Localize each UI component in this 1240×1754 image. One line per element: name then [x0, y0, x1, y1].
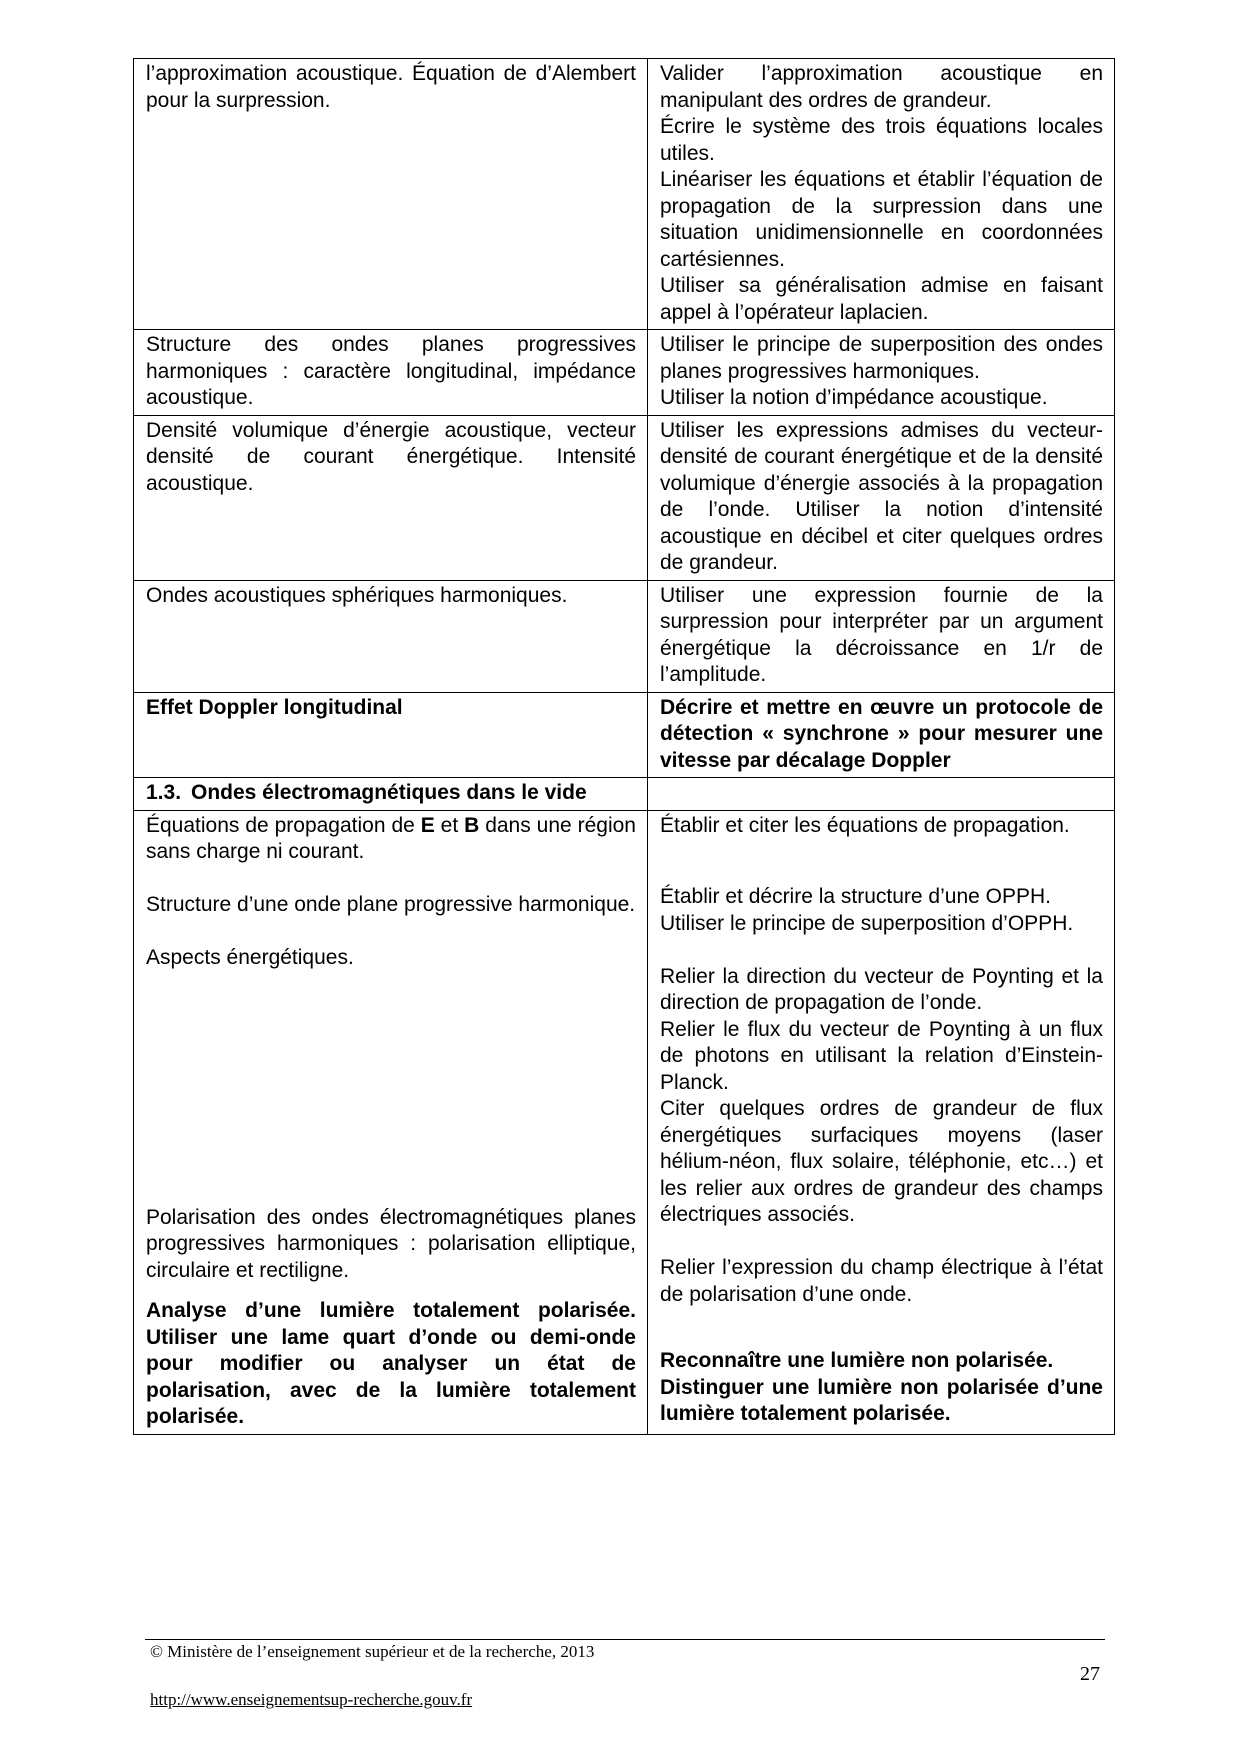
capacity-text: Linéariser les équations et établir l’équation de propagation de la surpression dans une situation unidimensionnelle en coordonnées cartésiennes.: [660, 168, 1103, 271]
section-title: Ondes électromagnétiques dans le vide: [191, 781, 587, 804]
notion-text: Aspects énergétiques.: [146, 946, 354, 969]
capacity-text: Relier la direction du vecteur de Poynting et la direction de propagation de l’onde.: [660, 964, 1103, 1014]
capacity-cell: [648, 692, 1115, 778]
notion-cell: [134, 59, 648, 330]
notion-cell: [134, 692, 648, 778]
notion-text: Ondes acoustiques sphériques harmoniques.: [146, 583, 568, 607]
capacity-text: Relier le flux du vecteur de Poynting à un flux de photons en utilisant la relation d’Einstein-Planck.: [660, 1017, 1103, 1094]
section-row: [134, 778, 1115, 811]
capacity-text: Utiliser le principe de superposition d’OPPH.: [660, 911, 1074, 935]
notion-text: l’approximation acoustique. Équation de d’Alembert pour la surpression.: [146, 62, 636, 112]
capacity-text: Utiliser le principe de superposition des ondes planes progressives harmoniques.: [660, 333, 1103, 383]
footer-link[interactable]: http://www.enseignementsup-recherche.gouv.fr: [150, 1690, 473, 1709]
notion-cell: [134, 810, 648, 1434]
capacity-text: Distinguer une lumière non polarisée d’une lumière totalement polarisée.: [660, 1375, 1103, 1425]
text-segment: dans une région sans charge ni courant.: [146, 813, 636, 863]
table-row: [134, 810, 1115, 1434]
table-row: [134, 692, 1115, 778]
capacity-cell: [648, 810, 1115, 1434]
capacity-text: Utiliser une expression fournie de la surpression pour interpréter par un argument énergétique la décroissance en 1/r de l’amplitude.: [660, 583, 1103, 686]
empty-cell: [648, 778, 1115, 811]
vector-e: E: [420, 813, 435, 837]
table-row: [134, 330, 1115, 416]
table-row: [134, 580, 1115, 692]
notion-cell: [134, 580, 648, 692]
notion-text: Structure des ondes planes progressives harmoniques : caractère longitudinal, impédance acoustique.: [146, 333, 636, 409]
notion-text: Structure d’une onde plane progressive harmonique.: [146, 893, 636, 916]
text-segment: Équations de propagation de: [146, 813, 421, 837]
capacity-cell: [648, 415, 1115, 580]
footer-copyright: © Ministère de l’enseignement supérieur et de la recherche, 2013: [150, 1642, 595, 1661]
capacity-text: Citer quelques ordres de grandeur de flux énergétiques surfaciques moyens (laser hélium-néon, flux solaire, téléphonie, etc…) et les relier aux ordres de grandeur des champs électriques associés.: [660, 1097, 1103, 1226]
notion-text: [146, 813, 636, 866]
table-row: [134, 415, 1115, 580]
capacity-text: Relier l’expression du champ électrique à l’état de polarisation d’une onde.: [660, 1256, 1103, 1306]
section-heading-cell: [134, 778, 648, 811]
notion-text: Densité volumique d’énergie acoustique, vecteur densité de courant énergétique. Intensité acoustique.: [146, 418, 636, 495]
capacity-cell: [648, 59, 1115, 330]
capacity-text: Écrire le système des trois équations locales utiles.: [660, 115, 1103, 165]
curriculum-table: [133, 58, 1115, 1435]
capacity-text: Utiliser les expressions admises du vecteur-densité de courant énergétique et de la densité volumique d’énergie associés à la propagation de l’onde. Utiliser la notion d’intensité acoustique en décibel et citer quelques ordres de grandeur.: [660, 418, 1103, 574]
notion-cell: [134, 415, 648, 580]
capacity-text: Reconnaître une lumière non polarisée.: [660, 1349, 1054, 1372]
notion-text: Effet Doppler longitudinal: [146, 695, 403, 719]
notion-text: Analyse d’une lumière totalement polarisée. Utiliser une lame quart d’onde ou demi-onde pour modifier ou analyser un état de polarisation, avec de la lumière totalement polarisée.: [146, 1299, 636, 1428]
footer-divider: [145, 1639, 1105, 1640]
capacity-text: Utiliser la notion d’impédance acoustique.: [660, 386, 1048, 409]
text-segment: et: [434, 813, 465, 837]
capacity-cell: [648, 580, 1115, 692]
capacity-text: Établir et citer les équations de propagation.: [660, 813, 1070, 837]
capacity-text: Établir et décrire la structure d’une OPPH.: [660, 885, 1052, 908]
page-number: 27: [1080, 1663, 1100, 1685]
notion-text: Polarisation des ondes électromagnétiques planes progressives harmoniques : polarisation elliptique, circulaire et rectiligne.: [146, 1205, 636, 1282]
section-number: 1.3.: [146, 781, 182, 804]
capacity-text: Décrire et mettre en œuvre un protocole de détection « synchrone » pour mesurer une vitesse par décalage Doppler: [660, 695, 1103, 772]
capacity-text: Valider l’approximation acoustique en manipulant des ordres de grandeur.: [660, 62, 1103, 112]
table-row: [134, 59, 1115, 330]
notion-cell: [134, 330, 648, 416]
vector-b: B: [464, 813, 480, 837]
capacity-cell: [648, 330, 1115, 416]
capacity-text: Utiliser sa généralisation admise en faisant appel à l’opérateur laplacien.: [660, 274, 1103, 324]
